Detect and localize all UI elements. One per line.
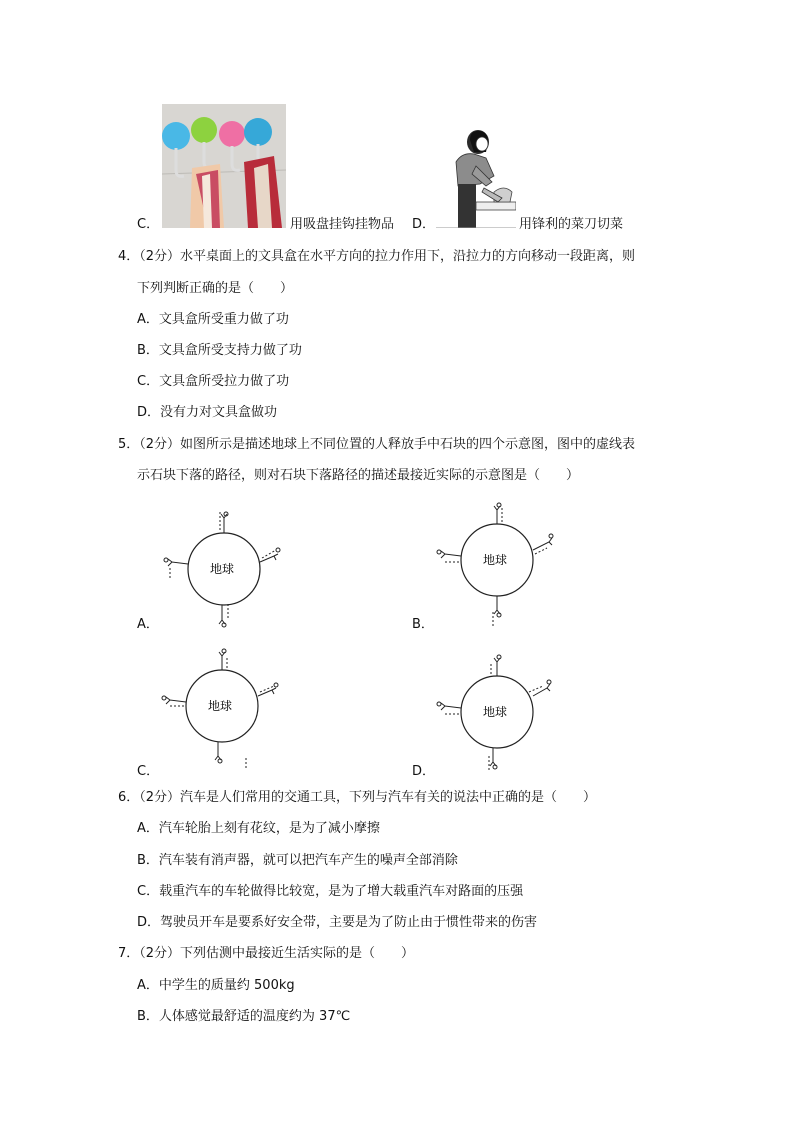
q4-stem-line1: 4．（2分）水平桌面上的文具盒在水平方向的拉力作用下，沿拉力的方向移动一段距离，则 (118, 249, 636, 264)
q6-option-d: D．驾驶员开车是要系好安全带，主要是为了防止由于惯性带来的伤害 (137, 915, 538, 930)
q4-option-a: A．文具盒所受重力做了功 (137, 312, 289, 327)
q6-option-a: A．汽车轮胎上刻有花纹，是为了减小摩擦 (137, 821, 380, 836)
q4-option-c: C．文具盒所受拉力做了功 (137, 374, 290, 389)
q4-option-d: D．没有力对文具盒做功 (137, 405, 278, 420)
earth-diagram-a (150, 500, 430, 635)
q7-option-b: B．人体感觉最舒适的温度约为 37℃ (137, 1009, 351, 1024)
q4-option-b: B．文具盒所受支持力做了功 (137, 343, 302, 358)
earth-label-a: 地球 (210, 562, 235, 576)
q3-option-d-caption: 用锋利的菜刀切菜 (519, 217, 624, 232)
q5-option-b-letter: B． (412, 617, 434, 632)
q7-stem: 7．（2分）下列估测中最接近生活实际的是（ ） (118, 946, 415, 961)
q5-stem-line2: 示石块下落的路径，则对石块下落路径的描述最接近实际的示意图是（ ） (137, 468, 580, 483)
q6-option-b: B．汽车装有消声器，就可以把汽车产生的噪声全部消除 (137, 853, 458, 868)
q3-option-c-caption: 用吸盘挂钩挂物品 (290, 217, 395, 232)
earth-diagram-c (150, 640, 430, 775)
earth-label-c: 地球 (208, 699, 233, 713)
q5-option-c-letter: C． (137, 764, 160, 779)
q5-option-d-letter: D． (412, 764, 436, 779)
knife-cutting-figure (436, 126, 516, 228)
earth-label-d: 地球 (483, 705, 508, 719)
q5-stem-line1: 5．（2分）如图所示是描述地球上不同位置的人释放手中石块的四个示意图，图中的虚线表 (118, 437, 636, 452)
q6-option-c: C．载重汽车的车轮做得比较宽，是为了增大载重汽车对路面的压强 (137, 884, 524, 899)
q5-option-a-letter: A． (137, 617, 159, 632)
q7-option-a: A．中学生的质量约 500kg (137, 978, 295, 993)
earth-diagram-d (425, 646, 705, 781)
q3-option-c-letter: C． (137, 217, 160, 232)
q3-option-d-letter: D． (412, 217, 436, 232)
suction-hooks-photo (162, 104, 286, 228)
q6-stem: 6．（2分）汽车是人们常用的交通工具，下列与汽车有关的说法中正确的是（ ） (118, 790, 597, 805)
earth-label-b: 地球 (483, 553, 508, 567)
q4-stem-line2: 下列判断正确的是（ ） (137, 281, 294, 296)
earth-diagram-b (425, 494, 705, 629)
